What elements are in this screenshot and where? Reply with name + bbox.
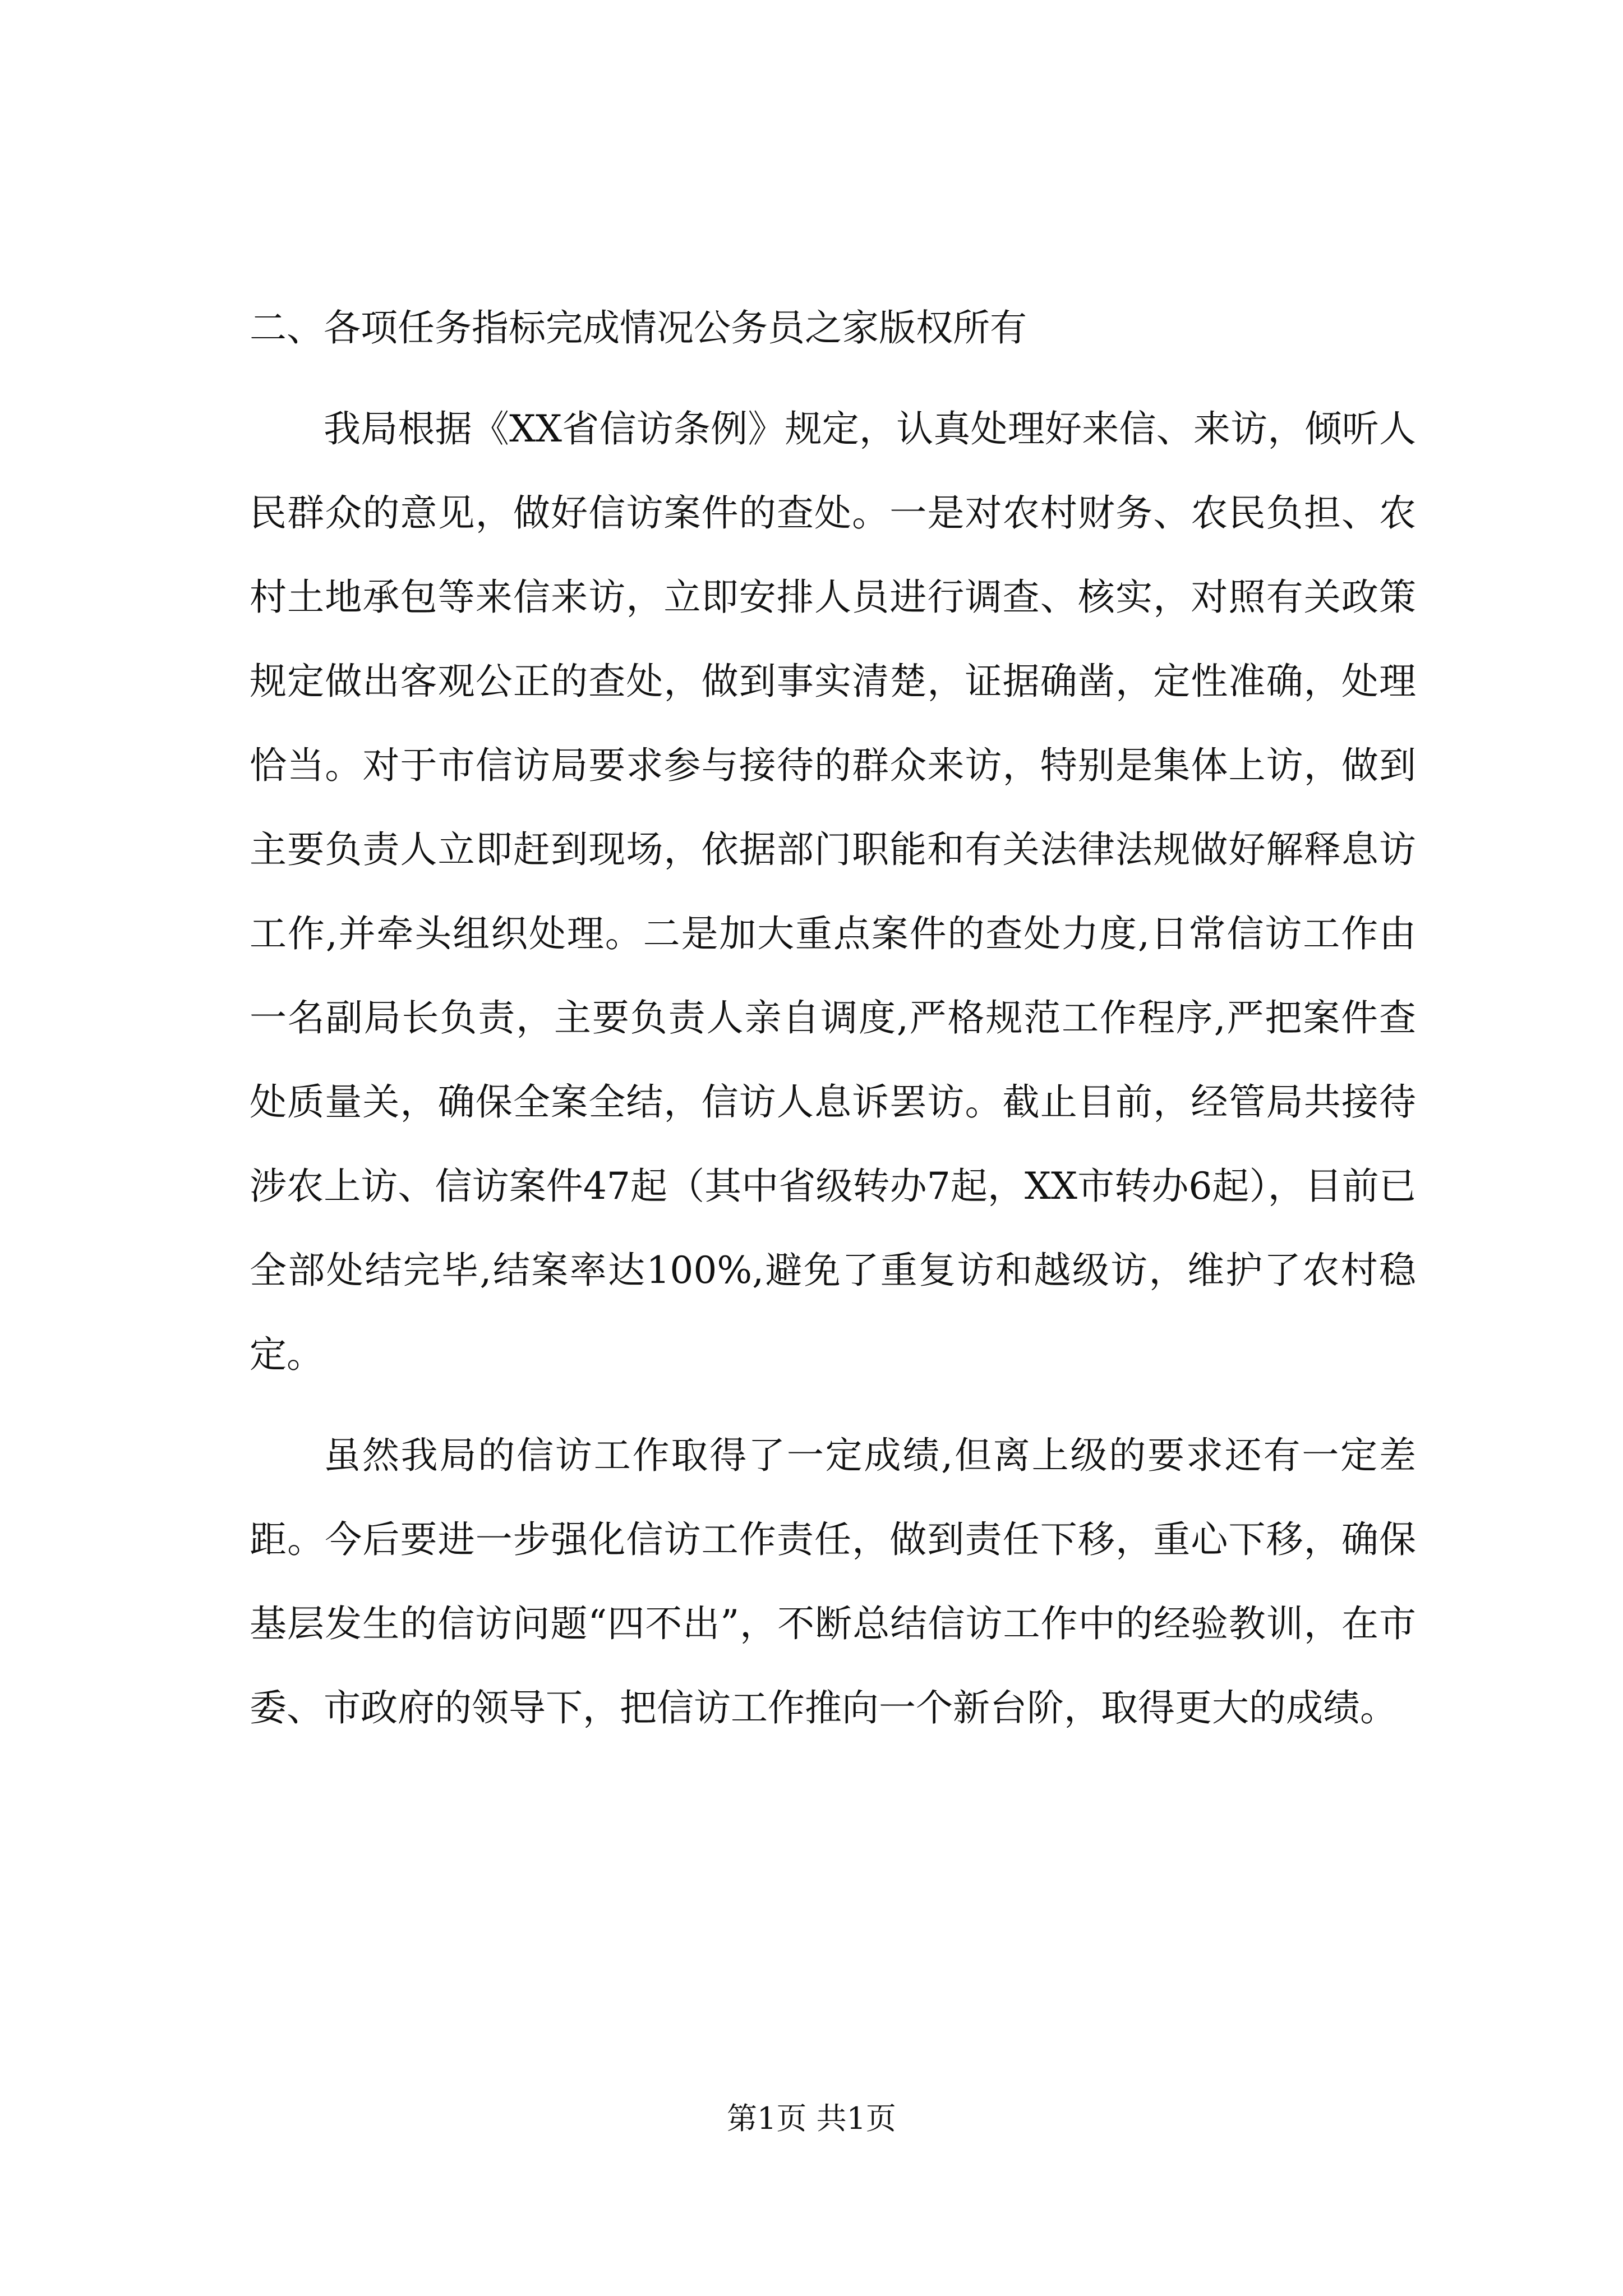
paragraph-work-summary: 我局根据《XX省信访条例》规定，认真处理好来信、来访，倾听人民群众的意见，做好信访案件的查处。一是对农村财务、农民负担、农村土地承包等来信来访，立即安排人员进行调查、核实，对照有关政策规定做出客观公正的查处，做到事实清楚，证据确凿，定性准确，处理恰当。对于市信访局要求参与接待的群众来访，特别是集体上访，做到主要负责人立即赶到现场，依据部门职能和有关法律法规做好解释息访工作,并牵头组织处理。二是加大重点案件的查处力度,日常信访工作由一名副局长负责，主要负责人亲自调度,严格规范工作程序,严把案件查处质量关，确保全案全结，信访人息诉罢访。截止目前，经管局共接待涉农上访、信访案件47起（其中省级转办7起，XX市转办6起），目前已全部处结完毕,结案率达100%,避免了重复访和越级访，维护了农村稳定。 [250,407,1416,1376]
document-body [250,303,1416,1750]
section-heading: 二、各项任务指标完成情况公务员之家版权所有 [250,306,1027,349]
page-footer: 第1页 共1页 [727,2101,896,2136]
paragraph-outlook: 虽然我局的信访工作取得了一定成绩,但离上级的要求还有一定差距。今后要进一步强化信访工作责任，做到责任下移，重心下移，确保基层发生的信访问题“四不出”，不断总结信访工作中的经验教训，在市委、市政府的领导下，把信访工作推向一个新台阶，取得更大的成绩。 [250,1434,1416,1729]
